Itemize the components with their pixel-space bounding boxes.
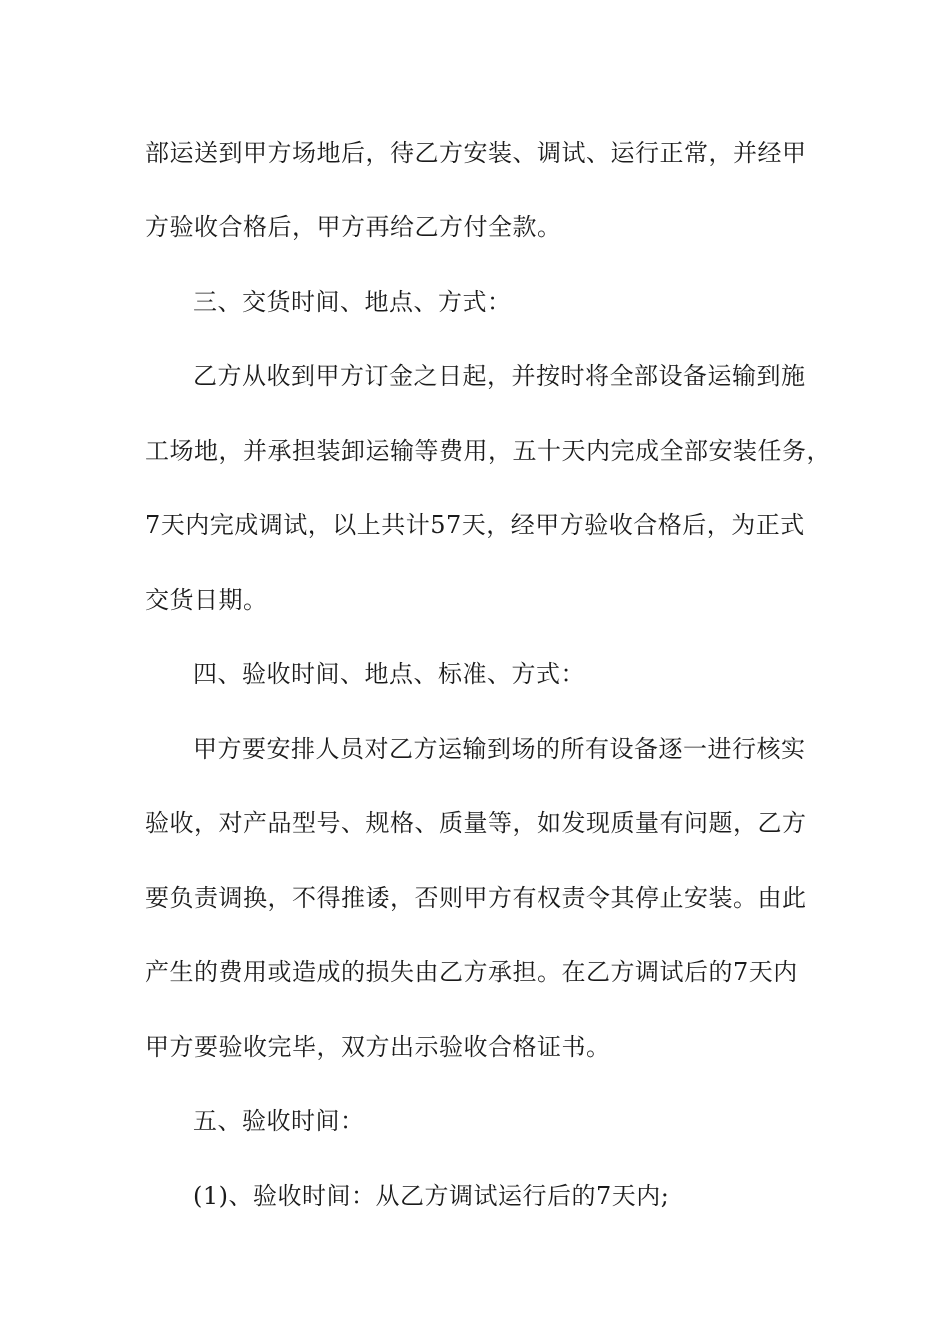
paragraph-line: 验收，对产品型号、规格、质量等，如发现质量有问题，乙方	[145, 809, 807, 837]
paragraph-line: 产生的费用或造成的损失由乙方承担。在乙方调试后的7天内	[145, 958, 798, 986]
section-heading-delivery: 三、交货时间、地点、方式：	[193, 288, 512, 316]
paragraph-line: 甲方要验收完毕，双方出示验收合格证书。	[145, 1033, 611, 1061]
paragraph-line: 方验收合格后，甲方再给乙方付全款。	[145, 213, 562, 241]
paragraph-line: 甲方要安排人员对乙方运输到场的所有设备逐一进行核实	[193, 735, 806, 763]
paragraph-line: 乙方从收到甲方订金之日起，并按时将全部设备运输到施	[193, 362, 806, 390]
paragraph-line: 部运送到甲方场地后，待乙方安装、调试、运行正常，并经甲	[145, 139, 807, 167]
paragraph-line: 交货日期。	[145, 586, 268, 614]
list-item: (1)、验收时间：从乙方调试运行后的7天内;	[193, 1182, 670, 1210]
paragraph-line: 要负责调换，不得推诿，否则甲方有权责令其停止安装。由此	[145, 884, 807, 912]
section-heading-acceptance: 四、验收时间、地点、标准、方式：	[193, 660, 585, 688]
section-heading-acceptance-time: 五、验收时间：	[193, 1107, 365, 1135]
paragraph-line: 工场地，并承担装卸运输等费用，五十天内完成全部安装任务，	[145, 437, 831, 465]
paragraph-line: 7天内完成调试，以上共计57天，经甲方验收合格后，为正式	[145, 511, 805, 539]
